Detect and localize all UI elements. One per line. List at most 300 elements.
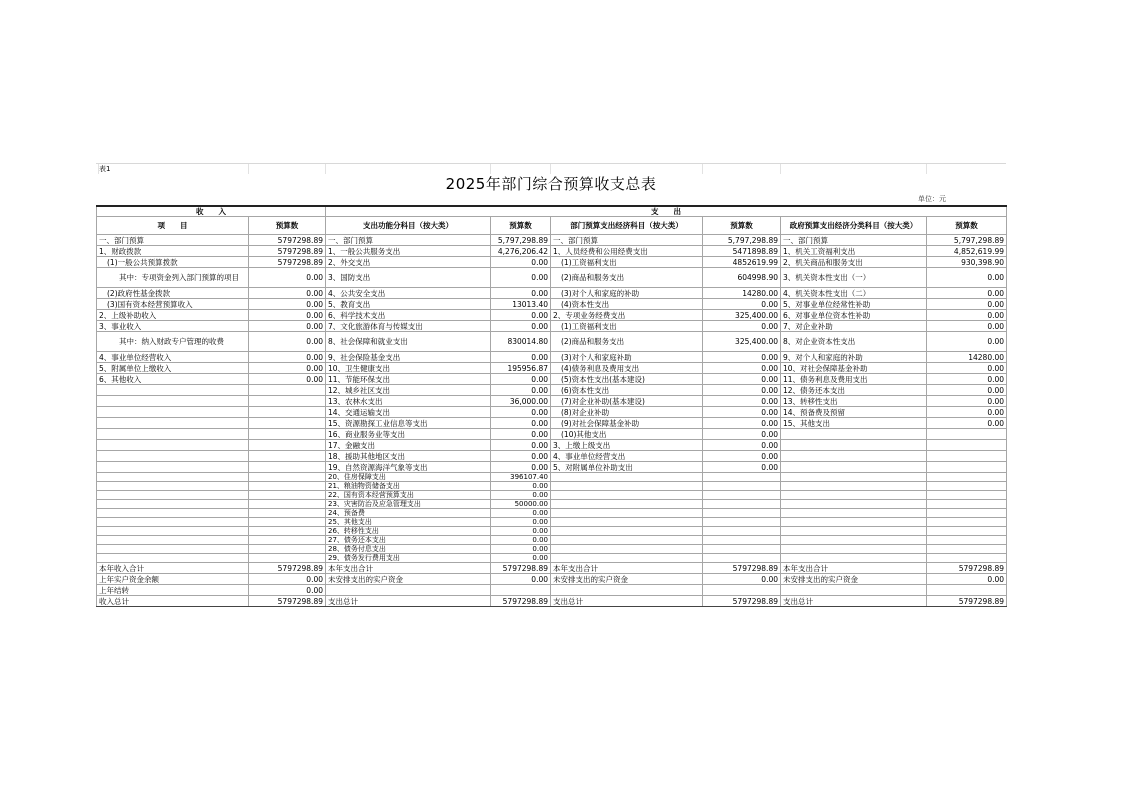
cell-gov-economic-amount: 0.00 [927, 268, 1007, 288]
cell-gov-economic-item: 10、对社会保障基金补助 [781, 363, 927, 374]
cell-income-amount: 5797298.89 [249, 563, 326, 574]
table-row [97, 554, 1007, 563]
cell-gov-economic-amount: 14280.00 [927, 352, 1007, 363]
cell-dept-economic-item [551, 545, 703, 554]
cell-gov-economic-item: 2、机关商品和服务支出 [781, 257, 927, 268]
cell-income-amount: 0.00 [249, 321, 326, 332]
sheet-label: 表1 [99, 165, 111, 173]
table-row [97, 407, 1007, 418]
cell-function-amount: 0.00 [491, 429, 551, 440]
cell-dept-economic-item: 一、部门预算 [551, 235, 703, 246]
cell-function-amount: 5,797,298.89 [491, 235, 551, 246]
cell-income-amount: 5797298.89 [249, 596, 326, 607]
budget-table-body [97, 235, 1007, 607]
cell-dept-economic-item [551, 500, 703, 509]
cell-function-amount: 0.00 [491, 536, 551, 545]
cell-function-item: 2、外交支出 [326, 257, 491, 268]
cell-income-amount [249, 396, 326, 407]
cell-gov-economic-amount: 5797298.89 [927, 563, 1007, 574]
cell-gov-economic-amount [927, 554, 1007, 563]
cell-gov-economic-item: 12、债务还本支出 [781, 385, 927, 396]
cell-income-item [97, 451, 249, 462]
cell-function-item: 22、国有资本经营预算支出 [326, 491, 491, 500]
cell-income-item [97, 396, 249, 407]
cell-function-amount: 5797298.89 [491, 596, 551, 607]
cell-dept-economic-item [551, 554, 703, 563]
table-row [97, 563, 1007, 574]
cell-income-amount: 5797298.89 [249, 235, 326, 246]
table-row [97, 310, 1007, 321]
cell-dept-economic-item: (8)对企业补助 [551, 407, 703, 418]
cell-dept-economic-amount [703, 554, 781, 563]
cell-function-item: 21、粮油物资储备支出 [326, 482, 491, 491]
cell-gov-economic-item: 13、转移性支出 [781, 396, 927, 407]
cell-dept-economic-item: 4、事业单位经营支出 [551, 451, 703, 462]
cell-gov-economic-item [781, 451, 927, 462]
cell-gov-economic-amount [927, 500, 1007, 509]
cell-gov-economic-amount: 5,797,298.89 [927, 235, 1007, 246]
cell-dept-economic-item: (6)资本性支出 [551, 385, 703, 396]
cell-function-item: 7、文化旅游体育与传媒支出 [326, 321, 491, 332]
cell-dept-economic-item: (2)商品和服务支出 [551, 268, 703, 288]
cell-gov-economic-item [781, 518, 927, 527]
cell-income-item: 6、其他收入 [97, 374, 249, 385]
cell-function-item: 25、其他支出 [326, 518, 491, 527]
cell-income-amount: 0.00 [249, 363, 326, 374]
cell-income-amount: 0.00 [249, 585, 326, 596]
cell-gov-economic-item [781, 536, 927, 545]
table-row [97, 585, 1007, 596]
cell-function-amount: 13013.40 [491, 299, 551, 310]
cell-gov-economic-item [781, 585, 927, 596]
cell-income-amount: 0.00 [249, 574, 326, 585]
cell-dept-economic-amount: 0.00 [703, 407, 781, 418]
cell-income-item [97, 407, 249, 418]
table-row [97, 451, 1007, 462]
cell-dept-economic-amount: 5471898.89 [703, 246, 781, 257]
cell-dept-economic-amount [703, 585, 781, 596]
table-row [97, 574, 1007, 585]
cell-function-amount: 0.00 [491, 288, 551, 299]
cell-gov-economic-amount: 0.00 [927, 332, 1007, 352]
col-header-income-amount: 预算数 [249, 217, 326, 235]
cell-function-item: 13、农林水支出 [326, 396, 491, 407]
cell-income-item: 其中：纳入财政专户管理的收费 [97, 332, 249, 352]
cell-function-item: 24、预备费 [326, 509, 491, 518]
cell-income-amount [249, 440, 326, 451]
cell-dept-economic-item: (4)债务利息及费用支出 [551, 363, 703, 374]
cell-gov-economic-item [781, 473, 927, 482]
table-row [97, 473, 1007, 482]
cell-dept-economic-amount: 0.00 [703, 451, 781, 462]
cell-dept-economic-amount: 5,797,298.89 [703, 235, 781, 246]
cell-function-amount: 0.00 [491, 482, 551, 491]
table-row [97, 482, 1007, 491]
cell-dept-economic-item: 2、专项业务经费支出 [551, 310, 703, 321]
cell-income-item [97, 440, 249, 451]
table-row [97, 536, 1007, 545]
cell-gov-economic-item: 4、机关资本性支出（二） [781, 288, 927, 299]
cell-dept-economic-item: 未安排支出的实户资金 [551, 574, 703, 585]
cell-income-amount [249, 451, 326, 462]
col-header-gov-economic-class: 政府预算支出经济分类科目（按大类） [781, 217, 927, 235]
cell-function-amount: 0.00 [491, 268, 551, 288]
cell-dept-economic-amount: 0.00 [703, 374, 781, 385]
cell-income-item [97, 518, 249, 527]
cell-function-amount: 0.00 [491, 554, 551, 563]
cell-function-item: 5、教育支出 [326, 299, 491, 310]
col-header-function-amount: 预算数 [491, 217, 551, 235]
cell-income-item: 一、部门预算 [97, 235, 249, 246]
cell-dept-economic-amount: 5797298.89 [703, 563, 781, 574]
cell-income-amount [249, 491, 326, 500]
cell-dept-economic-amount: 0.00 [703, 574, 781, 585]
cell-function-item: 10、卫生健康支出 [326, 363, 491, 374]
table-row [97, 352, 1007, 363]
cell-gov-economic-amount [927, 585, 1007, 596]
table-row [97, 363, 1007, 374]
cell-gov-economic-item [781, 545, 927, 554]
cell-dept-economic-item [551, 585, 703, 596]
cell-income-amount: 0.00 [249, 352, 326, 363]
cell-income-item: 5、附属单位上缴收入 [97, 363, 249, 374]
table-row [97, 396, 1007, 407]
cell-gov-economic-amount [927, 451, 1007, 462]
budget-sheet [96, 163, 1006, 607]
cell-income-amount [249, 545, 326, 554]
table-row [97, 491, 1007, 500]
cell-income-item [97, 462, 249, 473]
cell-function-amount: 0.00 [491, 545, 551, 554]
cell-income-amount: 0.00 [249, 332, 326, 352]
cell-gov-economic-item: 7、对企业补助 [781, 321, 927, 332]
cell-function-amount: 0.00 [491, 509, 551, 518]
table-row [97, 321, 1007, 332]
table-row [97, 246, 1007, 257]
cell-function-amount: 0.00 [491, 418, 551, 429]
cell-dept-economic-amount: 0.00 [703, 321, 781, 332]
cell-income-item [97, 527, 249, 536]
cell-income-item [97, 545, 249, 554]
table-row [97, 299, 1007, 310]
cell-function-amount: 0.00 [491, 574, 551, 585]
cell-gov-economic-item [781, 440, 927, 451]
cell-dept-economic-item [551, 527, 703, 536]
cell-gov-economic-amount [927, 527, 1007, 536]
cell-income-item [97, 500, 249, 509]
cell-income-amount [249, 473, 326, 482]
cell-income-item [97, 554, 249, 563]
cell-income-amount [249, 509, 326, 518]
table-row [97, 385, 1007, 396]
cell-gov-economic-amount: 4,852,619.99 [927, 246, 1007, 257]
cell-income-amount: 0.00 [249, 310, 326, 321]
page-title: 2025年部门综合预算收支总表 [445, 175, 657, 193]
cell-function-item: 29、债务发行费用支出 [326, 554, 491, 563]
cell-function-item: 28、债务付息支出 [326, 545, 491, 554]
cell-function-item: 16、商业服务业等支出 [326, 429, 491, 440]
cell-function-amount: 0.00 [491, 491, 551, 500]
sheet-top-gridline [96, 163, 1006, 174]
cell-dept-economic-item [551, 473, 703, 482]
cell-dept-economic-amount: 0.00 [703, 418, 781, 429]
cell-function-item: 11、节能环保支出 [326, 374, 491, 385]
table-row [97, 509, 1007, 518]
cell-gov-economic-item [781, 554, 927, 563]
col-header-function-class: 支出功能分科目（按大类） [326, 217, 491, 235]
cell-function-item: 1、一般公共服务支出 [326, 246, 491, 257]
cell-function-amount: 0.00 [491, 352, 551, 363]
cell-dept-economic-amount [703, 500, 781, 509]
cell-dept-economic-amount [703, 482, 781, 491]
cell-dept-economic-amount [703, 545, 781, 554]
cell-dept-economic-item [551, 536, 703, 545]
cell-income-item [97, 482, 249, 491]
table-row [97, 462, 1007, 473]
cell-function-item: 23、灾害防治及应急管理支出 [326, 500, 491, 509]
cell-dept-economic-amount: 604998.90 [703, 268, 781, 288]
cell-dept-economic-amount: 5797298.89 [703, 596, 781, 607]
cell-function-item [326, 585, 491, 596]
cell-dept-economic-amount [703, 491, 781, 500]
cell-gov-economic-item: 本年支出合计 [781, 563, 927, 574]
cell-gov-economic-amount: 0.00 [927, 418, 1007, 429]
table-row [97, 596, 1007, 607]
cell-function-amount: 830014.80 [491, 332, 551, 352]
cell-dept-economic-item [551, 491, 703, 500]
cell-gov-economic-amount [927, 440, 1007, 451]
cell-dept-economic-item: (1)工资福利支出 [551, 257, 703, 268]
budget-table [96, 205, 1007, 607]
column-header-row [97, 217, 1007, 235]
cell-gov-economic-item: 15、其他支出 [781, 418, 927, 429]
cell-function-amount: 36,000.00 [491, 396, 551, 407]
cell-income-amount: 0.00 [249, 288, 326, 299]
cell-function-item: 18、援助其他地区支出 [326, 451, 491, 462]
cell-income-amount: 5797298.89 [249, 257, 326, 268]
cell-gov-economic-item: 14、预备费及预留 [781, 407, 927, 418]
cell-dept-economic-amount: 14280.00 [703, 288, 781, 299]
cell-income-item: (1)一般公共预算拨款 [97, 257, 249, 268]
cell-function-amount: 396107.40 [491, 473, 551, 482]
table-row [97, 268, 1007, 288]
cell-income-item [97, 418, 249, 429]
cell-dept-economic-item: (9)对社会保障基金补助 [551, 418, 703, 429]
cell-function-amount [491, 585, 551, 596]
cell-gov-economic-item [781, 509, 927, 518]
cell-dept-economic-amount: 0.00 [703, 440, 781, 451]
cell-gov-economic-amount: 0.00 [927, 407, 1007, 418]
cell-income-item: 上年结转 [97, 585, 249, 596]
table-row [97, 374, 1007, 385]
cell-function-item: 6、科学技术支出 [326, 310, 491, 321]
cell-income-item: 2、上级补助收入 [97, 310, 249, 321]
cell-gov-economic-amount [927, 473, 1007, 482]
cell-function-amount: 195956.87 [491, 363, 551, 374]
section-header-row [97, 206, 1007, 217]
cell-income-item [97, 536, 249, 545]
cell-dept-economic-amount: 0.00 [703, 363, 781, 374]
table-row [97, 440, 1007, 451]
cell-gov-economic-item [781, 527, 927, 536]
cell-dept-economic-item: (10)其他支出 [551, 429, 703, 440]
cell-dept-economic-amount [703, 473, 781, 482]
cell-income-amount: 0.00 [249, 299, 326, 310]
cell-dept-economic-item [551, 482, 703, 491]
cell-income-item [97, 429, 249, 440]
cell-function-item: 27、债务还本支出 [326, 536, 491, 545]
cell-function-amount: 50000.00 [491, 500, 551, 509]
cell-dept-economic-item: 3、上缴上级支出 [551, 440, 703, 451]
cell-dept-economic-item [551, 518, 703, 527]
cell-function-item: 15、资源勘探工业信息等支出 [326, 418, 491, 429]
col-header-gov-economic-amount: 预算数 [927, 217, 1007, 235]
cell-dept-economic-amount [703, 536, 781, 545]
cell-function-item: 9、社会保险基金支出 [326, 352, 491, 363]
cell-gov-economic-item: 6、对事业单位资本性补助 [781, 310, 927, 321]
cell-dept-economic-amount: 0.00 [703, 299, 781, 310]
col-header-dept-economic-class: 部门预算支出经济科目（按大类） [551, 217, 703, 235]
cell-dept-economic-item: 本年支出合计 [551, 563, 703, 574]
cell-gov-economic-amount: 0.00 [927, 299, 1007, 310]
cell-function-amount: 0.00 [491, 385, 551, 396]
cell-function-item: 26、转移性支出 [326, 527, 491, 536]
cell-income-amount [249, 536, 326, 545]
cell-dept-economic-item: 支出总计 [551, 596, 703, 607]
table-row [97, 527, 1007, 536]
cell-function-amount: 0.00 [491, 374, 551, 385]
cell-income-amount [249, 500, 326, 509]
cell-income-item: 4、事业单位经营收入 [97, 352, 249, 363]
cell-gov-economic-amount [927, 509, 1007, 518]
cell-gov-economic-amount: 930,398.90 [927, 257, 1007, 268]
cell-function-amount: 0.00 [491, 321, 551, 332]
cell-function-item: 14、交通运输支出 [326, 407, 491, 418]
cell-income-item [97, 473, 249, 482]
cell-gov-economic-item: 11、债务利息及费用支出 [781, 374, 927, 385]
cell-gov-economic-item [781, 500, 927, 509]
cell-function-amount: 4,276,206.42 [491, 246, 551, 257]
cell-income-item: 其中：专项资金列入部门预算的项目 [97, 268, 249, 288]
cell-gov-economic-amount: 5797298.89 [927, 596, 1007, 607]
cell-gov-economic-amount: 0.00 [927, 310, 1007, 321]
table-row [97, 500, 1007, 509]
cell-dept-economic-amount [703, 527, 781, 536]
cell-function-item: 8、社会保障和就业支出 [326, 332, 491, 352]
cell-income-item [97, 509, 249, 518]
cell-income-item: 收入总计 [97, 596, 249, 607]
cell-income-item: 3、事业收入 [97, 321, 249, 332]
cell-gov-economic-item: 未安排支出的实户资金 [781, 574, 927, 585]
cell-dept-economic-amount: 0.00 [703, 396, 781, 407]
cell-income-item: (3)国有资本经营预算收入 [97, 299, 249, 310]
table-row [97, 235, 1007, 246]
col-header-dept-economic-amount: 预算数 [703, 217, 781, 235]
cell-function-item: 支出总计 [326, 596, 491, 607]
cell-income-amount [249, 462, 326, 473]
cell-function-amount: 0.00 [491, 310, 551, 321]
cell-function-amount: 0.00 [491, 462, 551, 473]
cell-dept-economic-item: (3)对个人和家庭的补助 [551, 288, 703, 299]
cell-dept-economic-amount: 0.00 [703, 352, 781, 363]
cell-gov-economic-amount: 0.00 [927, 363, 1007, 374]
col-header-income-item: 项 目 [97, 217, 249, 235]
cell-function-item: 本年支出合计 [326, 563, 491, 574]
cell-gov-economic-amount [927, 482, 1007, 491]
cell-dept-economic-item: (7)对企业补助(基本建设) [551, 396, 703, 407]
table-row [97, 288, 1007, 299]
cell-income-item: 本年收入合计 [97, 563, 249, 574]
cell-income-item: 1、财政拨款 [97, 246, 249, 257]
table-row [97, 418, 1007, 429]
cell-function-item: 4、公共安全支出 [326, 288, 491, 299]
table-row [97, 429, 1007, 440]
cell-income-amount [249, 554, 326, 563]
cell-dept-economic-item [551, 509, 703, 518]
cell-dept-economic-item: 1、人员经费和公用经费支出 [551, 246, 703, 257]
cell-dept-economic-item: (3)对个人和家庭补助 [551, 352, 703, 363]
cell-gov-economic-amount [927, 429, 1007, 440]
cell-function-item: 19、自然资源海洋气象等支出 [326, 462, 491, 473]
cell-income-amount [249, 429, 326, 440]
cell-gov-economic-item [781, 491, 927, 500]
cell-dept-economic-amount: 325,400.00 [703, 310, 781, 321]
cell-income-item: (2)政府性基金拨款 [97, 288, 249, 299]
cell-function-item: 12、城乡社区支出 [326, 385, 491, 396]
income-section-header: 收 入 [97, 206, 326, 217]
cell-function-amount: 5797298.89 [491, 563, 551, 574]
cell-income-amount: 0.00 [249, 374, 326, 385]
cell-function-item: 3、国防支出 [326, 268, 491, 288]
cell-dept-economic-amount: 4852619.99 [703, 257, 781, 268]
table-row [97, 332, 1007, 352]
cell-gov-economic-item: 3、机关资本性支出（一） [781, 268, 927, 288]
cell-gov-economic-amount [927, 545, 1007, 554]
cell-income-amount [249, 385, 326, 396]
cell-gov-economic-item [781, 482, 927, 491]
cell-dept-economic-amount: 0.00 [703, 429, 781, 440]
cell-dept-economic-item: (1)工资福利支出 [551, 321, 703, 332]
expense-section-header: 支 出 [326, 206, 1007, 217]
cell-function-item: 20、住房保障支出 [326, 473, 491, 482]
cell-gov-economic-amount: 0.00 [927, 288, 1007, 299]
cell-function-amount: 0.00 [491, 407, 551, 418]
cell-gov-economic-item [781, 462, 927, 473]
cell-function-amount: 0.00 [491, 440, 551, 451]
cell-dept-economic-item: 5、对附属单位补助支出 [551, 462, 703, 473]
cell-gov-economic-item: 8、对企业资本性支出 [781, 332, 927, 352]
cell-income-amount [249, 482, 326, 491]
cell-gov-economic-amount: 0.00 [927, 396, 1007, 407]
cell-dept-economic-amount: 0.00 [703, 462, 781, 473]
cell-gov-economic-amount [927, 518, 1007, 527]
cell-gov-economic-amount [927, 491, 1007, 500]
table-row [97, 545, 1007, 554]
cell-dept-economic-item: (2)商品和服务支出 [551, 332, 703, 352]
cell-income-amount [249, 518, 326, 527]
cell-gov-economic-item: 1、机关工资福利支出 [781, 246, 927, 257]
cell-dept-economic-amount: 0.00 [703, 385, 781, 396]
cell-gov-economic-item: 支出总计 [781, 596, 927, 607]
cell-gov-economic-amount: 0.00 [927, 321, 1007, 332]
table-row [97, 518, 1007, 527]
cell-function-amount: 0.00 [491, 257, 551, 268]
cell-income-amount [249, 407, 326, 418]
cell-dept-economic-amount: 325,400.00 [703, 332, 781, 352]
cell-function-amount: 0.00 [491, 518, 551, 527]
cell-income-amount: 5797298.89 [249, 246, 326, 257]
cell-dept-economic-item: (5)资本性支出(基本建设) [551, 374, 703, 385]
